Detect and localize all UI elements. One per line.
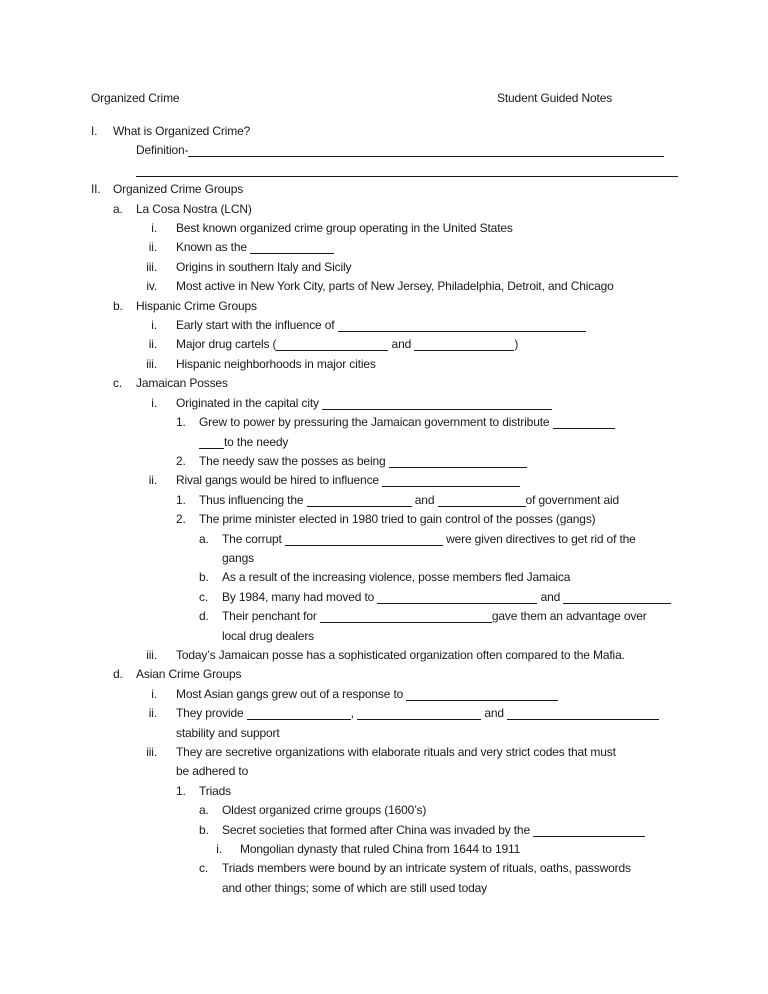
list-marker: iii. [146, 647, 157, 662]
outline-line [0, 374, 768, 393]
outline-line [0, 219, 768, 238]
list-marker: iv. [146, 279, 157, 294]
list-marker: ii. [148, 337, 157, 352]
list-marker: iii. [146, 745, 157, 759]
outline-line [0, 568, 768, 587]
list-marker: a. [199, 531, 209, 546]
list-marker: ii. [148, 473, 157, 488]
text-segment: Early start with the influence of [176, 318, 338, 333]
outline-line [0, 471, 768, 490]
outline-line [0, 762, 768, 781]
outline-line [0, 646, 768, 665]
outline-line [0, 277, 768, 296]
list-marker: 1. [176, 415, 186, 430]
outline-line [0, 530, 768, 549]
text-segment: Hispanic Crime Groups [136, 298, 257, 313]
text-segment: local drug dealers [222, 628, 315, 643]
text-segment: The prime minister elected in 1980 tried to gain control of the posses (gangs) [199, 512, 596, 527]
outline-line [0, 238, 768, 257]
outline-line [0, 510, 768, 529]
outline-line [0, 297, 768, 316]
text-segment: Grew to power by pressuring the Jamaican government to distribute [199, 415, 553, 430]
outline-line [0, 413, 768, 432]
text-segment: They provide [176, 706, 247, 721]
text-segment: Most Asian gangs grew out of a response to [176, 686, 407, 701]
outline-line [0, 433, 768, 452]
text-segment: Asian Crime Groups [136, 667, 242, 682]
outline-line [0, 200, 768, 219]
list-marker: ii. [148, 706, 157, 721]
fill-in-blank [563, 590, 671, 604]
list-marker: a. [113, 201, 123, 216]
list-marker: i. [216, 842, 222, 857]
document-subtitle: Student Guided Notes [497, 91, 613, 105]
text-segment: Rival gangs would be hired to influence [176, 473, 383, 488]
text-segment: Thus influencing the [199, 492, 307, 507]
fill-in-blank [357, 706, 481, 720]
text-segment: and [388, 337, 415, 352]
text-segment: , [350, 706, 358, 721]
outline-line [0, 258, 768, 277]
text-segment: Mongolian dynasty that ruled China from 1644 to 1911 [240, 842, 521, 857]
fill-in-blank [406, 687, 558, 701]
text-segment: be adhered to [176, 764, 249, 779]
list-marker: i. [151, 395, 157, 410]
text-segment: Known as the [176, 240, 251, 255]
fill-in-blank [307, 493, 412, 507]
text-segment: Major drug cartels ( [176, 337, 277, 352]
text-segment: The needy saw the posses as being [199, 453, 389, 468]
text-segment: and [411, 492, 438, 507]
fill-in-blank [250, 240, 334, 254]
list-marker: I. [91, 124, 98, 138]
outline-line [0, 801, 768, 820]
fill-in-blank [414, 337, 514, 351]
text-segment: By 1984, many had moved to [222, 589, 378, 604]
fill-in-blank [322, 396, 552, 410]
list-marker: b. [199, 822, 209, 837]
list-marker: 1. [176, 492, 186, 507]
text-segment: Triads members were bound by an intricate system of rituals, oaths, passwords [222, 861, 631, 876]
text-segment: Jamaican Posses [136, 376, 228, 391]
outline-line [0, 452, 768, 471]
text-segment: stability and support [176, 725, 280, 740]
list-marker: a. [199, 803, 209, 818]
text-segment: Originated in the capital city [176, 395, 323, 410]
fill-in-blank [533, 823, 645, 837]
outline-line [0, 491, 768, 510]
list-marker: d. [199, 609, 209, 624]
fill-in-blank [389, 454, 527, 468]
outline-line [0, 607, 768, 626]
list-marker: b. [113, 298, 123, 313]
outline-line [0, 549, 768, 568]
text-segment: Hispanic neighborhoods in major cities [176, 356, 376, 371]
outline-line [0, 821, 768, 840]
outline-line [0, 122, 768, 141]
outline-line [0, 316, 768, 335]
outline-body [0, 122, 768, 898]
text-segment: Organized Crime Groups [113, 182, 244, 197]
document-title: Organized Crime [91, 91, 180, 105]
fill-in-blank [553, 415, 615, 429]
list-marker: d. [113, 667, 123, 682]
text-segment: As a result of the increasing violence, posse members fled Jamaica [222, 570, 571, 585]
text-segment: and other things; some of which are still used today [222, 880, 488, 895]
outline-line [0, 141, 768, 160]
list-marker: 1. [176, 783, 186, 798]
outline-line [0, 782, 768, 801]
text-segment: They are secretive organizations with elaborate rituals and very strict codes that must [176, 745, 616, 759]
fill-in-blank [382, 473, 520, 487]
text-segment: Best known organized crime group operating in the United States [176, 221, 513, 236]
list-marker: iii. [146, 356, 157, 371]
list-marker: II. [91, 182, 101, 197]
text-segment: and [481, 706, 508, 721]
list-marker: i. [151, 686, 157, 701]
text-segment: were given directives to get rid of the [442, 531, 636, 546]
outline-line [0, 685, 768, 704]
fill-in-blank [377, 590, 537, 604]
text-segment: The corrupt [222, 531, 285, 546]
outline-line [0, 161, 768, 180]
fill-in-blank [247, 706, 351, 720]
text-segment: gangs [222, 550, 254, 565]
fill-in-blank [276, 337, 388, 351]
text-segment: gave them an advantage over [491, 609, 647, 624]
text-segment: Their penchant for [222, 609, 320, 624]
list-marker: iii. [146, 259, 157, 274]
outline-line [0, 704, 768, 723]
text-segment: and [537, 589, 564, 604]
list-marker: i. [151, 318, 157, 333]
list-marker: i. [151, 221, 157, 236]
outline-line [0, 724, 768, 743]
list-marker: b. [199, 570, 209, 585]
document-header [0, 88, 768, 108]
text-segment: Definition- [136, 143, 189, 158]
text-segment: Oldest organized crime groups (1600’s) [222, 803, 427, 818]
list-marker: 2. [176, 512, 186, 527]
outline-line [0, 840, 768, 859]
outline-line [0, 335, 768, 354]
text-segment: Most active in New York City, parts of New Jersey, Philadelphia, Detroit, and Chicago [176, 279, 614, 294]
outline-line [0, 743, 768, 762]
list-marker: c. [113, 376, 123, 391]
list-marker: c. [199, 589, 209, 604]
list-marker: ii. [148, 240, 157, 255]
fill-in-blank [285, 532, 443, 546]
fill-in-blank [188, 143, 664, 157]
fill-in-blank [136, 163, 678, 177]
outline-line [0, 627, 768, 646]
fill-in-blank [338, 318, 586, 332]
list-marker: 2. [176, 453, 186, 468]
text-segment: to the needy [224, 434, 289, 449]
fill-in-blank [507, 706, 659, 720]
text-segment: What is Organized Crime? [113, 124, 251, 138]
outline-line [0, 588, 768, 607]
text-segment: La Cosa Nostra (LCN) [136, 201, 252, 216]
outline-line [0, 180, 768, 199]
text-segment: of government aid [525, 492, 620, 507]
text-segment: ) [514, 337, 519, 352]
outline-line [0, 355, 768, 374]
outline-line [0, 394, 768, 413]
fill-in-blank [438, 493, 526, 507]
outline-line [0, 859, 768, 878]
fill-in-blank [199, 435, 224, 449]
outline-line [0, 879, 768, 898]
text-segment: Today’s Jamaican posse has a sophisticated organization often compared to the Mafia. [176, 647, 625, 662]
text-segment: Triads [199, 783, 231, 798]
outline-line [0, 665, 768, 684]
text-segment: Secret societies that formed after China was invaded by the [222, 822, 534, 837]
list-marker: c. [199, 861, 209, 876]
fill-in-blank [320, 609, 492, 623]
text-segment: Origins in southern Italy and Sicily [176, 259, 352, 274]
